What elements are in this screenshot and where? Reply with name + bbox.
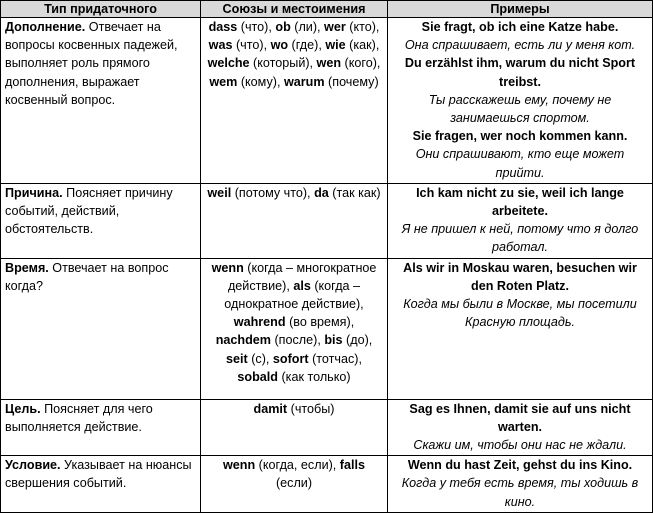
table-row — [1, 258, 653, 399]
conjunction-translation: (потому что), — [231, 185, 315, 200]
clause-type-cell — [1, 456, 201, 513]
clause-type-name: Время. — [5, 260, 49, 275]
table-row — [1, 456, 653, 513]
examples-cell — [388, 258, 653, 399]
conjunction-word: nachdem — [215, 333, 271, 348]
conjunction-translation: (где), — [288, 38, 326, 53]
header-examples: Примеры — [388, 1, 653, 18]
examples-cell — [388, 456, 653, 513]
conjunction-translation: (во время), — [285, 315, 355, 330]
conjunction-translation: (который), — [249, 56, 317, 71]
conjunctions-cell — [201, 183, 388, 258]
conjunction-translation: (тотчас), — [308, 351, 362, 366]
conjunction-translation: (чтобы) — [287, 401, 335, 416]
clause-type-cell — [1, 399, 201, 456]
conjunctions-cell — [201, 18, 388, 184]
conjunction-translation: (что), — [237, 20, 276, 34]
conjunction-word: als — [293, 278, 311, 293]
conjunction-word: sofort — [272, 351, 309, 366]
clause-type-cell — [1, 183, 201, 258]
conjunction-word: weil — [207, 185, 232, 200]
conjunction-translation: (кто), — [345, 20, 380, 34]
conjunction-word: sobald — [237, 369, 278, 384]
clause-type-description: Поясняет для чего выполняется действие. — [5, 401, 153, 434]
table-row — [1, 18, 653, 184]
conjunction-translation: (как только) — [277, 369, 351, 384]
conjunction-word: ob — [275, 20, 291, 34]
conjunction-word: warum — [283, 74, 325, 89]
conjunction-translation: (когда – однократное действие), — [224, 278, 364, 312]
conjunction-word: was — [208, 38, 233, 53]
conjunction-word: wo — [270, 38, 289, 53]
example-russian: Когда у тебя есть время, ты ходишь в кино. — [401, 476, 639, 509]
conjunctions-cell — [201, 456, 388, 513]
conjunction-translation: (кого), — [341, 56, 381, 71]
example-russian: Ты расскажешь ему, почему не занимаешься спортом. — [428, 92, 612, 126]
example-german: Ich kam nicht zu sie, weil ich lange arbeitete. — [416, 185, 624, 219]
conjunction-word: welche — [207, 56, 250, 71]
example-russian: Когда мы были в Москве, мы посетили Красную площадь. — [403, 297, 637, 330]
clause-type-name: Условие. — [5, 458, 61, 473]
header-conjunctions: Союзы и местоимения — [201, 1, 388, 18]
table-row — [1, 183, 653, 258]
conjunction-word: wen — [316, 56, 342, 71]
conjunction-translation: (когда, если), — [255, 458, 340, 473]
conjunctions-cell — [201, 258, 388, 399]
clause-type-name: Цель. — [5, 401, 41, 416]
example-russian: Я не пришел к ней, потому что я долго работал. — [401, 222, 639, 255]
conjunctions-cell — [201, 399, 388, 456]
conjunction-translation: (как), — [345, 38, 380, 53]
conjunction-word: wenn — [211, 260, 244, 275]
clause-type-description: Указывает на нюансы свершения событий. — [5, 458, 192, 491]
conjunction-word: bis — [324, 333, 343, 348]
conjunction-translation: (что), — [232, 38, 271, 53]
examples-cell — [388, 183, 653, 258]
clause-type-name: Причина. — [5, 185, 63, 200]
clause-type-description: Поясняет причину событий, действий, обстоятельств. — [5, 185, 173, 237]
conjunction-word: wahrend — [233, 315, 286, 330]
example-german: Sie fragen, wer noch kommen kann. — [412, 129, 628, 144]
conjunction-word: wenn — [223, 458, 256, 473]
conjunction-word: seit — [226, 351, 248, 366]
example-german: Sag es Ihnen, damit sie auf uns nicht warten. — [409, 401, 631, 434]
table-row — [1, 399, 653, 456]
table-body — [1, 18, 653, 513]
example-russian: Скажи им, чтобы они нас не ждали. — [413, 438, 627, 453]
conjunction-translation: (до), — [342, 333, 373, 348]
examples-cell — [388, 18, 653, 184]
example-russian: Они спрашивают, кто еще может прийти. — [415, 147, 625, 180]
conjunction-translation: (ли), — [290, 20, 325, 34]
example-german: Du erzählst ihm, warum du nicht Sport treibst. — [404, 56, 636, 89]
clause-type-name: Дополнение. — [5, 20, 86, 34]
conjunction-word: wem — [209, 74, 238, 89]
conjunction-translation: (с), — [247, 351, 273, 366]
example-german: Wenn du hast Zeit, gehst du ins Kino. — [407, 458, 633, 473]
conjunction-word: falls — [339, 458, 365, 473]
example-german: Sie fragt, ob ich eine Katze habe. — [421, 20, 619, 34]
conjunction-translation: (после), — [270, 333, 325, 348]
header-clause-type: Тип придаточного — [1, 1, 201, 18]
conjunction-translation: (когда – многократное действие), — [227, 260, 377, 293]
conjunction-word: damit — [253, 401, 288, 416]
conjunction-translation: (так как) — [328, 185, 381, 200]
table-header — [1, 1, 653, 18]
conjunction-word: dass — [208, 20, 238, 34]
conjunction-word: wie — [325, 38, 346, 53]
example-german: Als wir in Moskau waren, besuchen wir den Roten Platz. — [403, 260, 637, 293]
clause-type-cell — [1, 18, 201, 184]
example-russian: Она спрашивает, есть ли у меня кот. — [404, 38, 636, 53]
examples-cell — [388, 399, 653, 456]
conjunction-translation: (кому), — [237, 74, 284, 89]
conjunction-word: da — [314, 185, 329, 200]
clause-type-description: Отвечает на вопрос когда? — [5, 260, 169, 293]
conjunction-translation: (если) — [275, 476, 313, 491]
clause-type-cell — [1, 258, 201, 399]
conjunction-word: wer — [324, 20, 346, 34]
clause-type-description: Отвечает на вопросы косвенных падежей, выполняет роль прямого дополнения, выражает косвенный вопрос. — [5, 20, 178, 107]
header-row — [1, 1, 653, 18]
conjunction-translation: (почему) — [324, 74, 379, 89]
